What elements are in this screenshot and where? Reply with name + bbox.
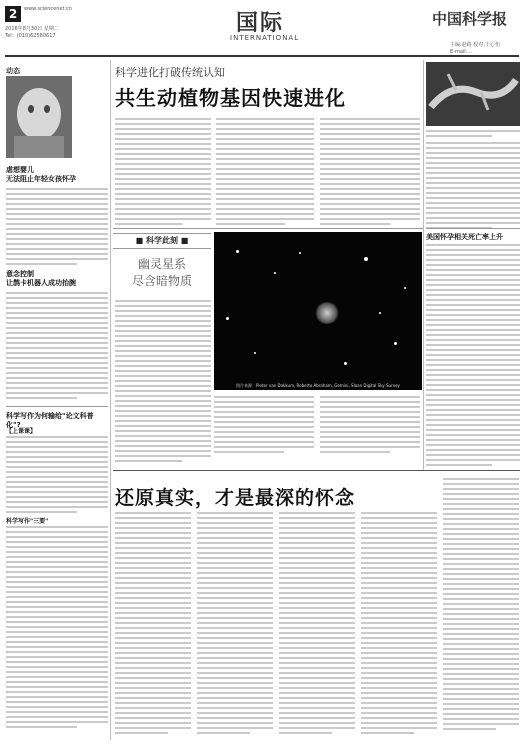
- bottom-story-title: 还原真实，才是最深的怀念: [115, 487, 356, 509]
- feature-line-2: 尽含暗物质: [131, 274, 192, 288]
- story-body: [443, 478, 519, 733]
- editors: 主编:赵路 校对:王心怡: [450, 42, 500, 48]
- story-body: [279, 512, 355, 737]
- divider: [6, 406, 108, 407]
- story-title: 科学写作为何输给"论文科普化"?: [6, 412, 94, 429]
- phone: Tel：(010)62580617: [5, 33, 56, 39]
- story-subhead: 科学写作"三要": [6, 518, 49, 525]
- left-column-label: 动态: [6, 67, 20, 75]
- column-rule: [110, 60, 111, 740]
- divider: [113, 470, 520, 471]
- photo-caption: [426, 130, 520, 140]
- right-story-title: 美国怀孕相关死亡率上升: [426, 233, 503, 241]
- lizard-photo: [426, 62, 520, 126]
- story-kicker: 【上课课】: [6, 428, 37, 435]
- header-rule: [5, 55, 519, 57]
- story-body: [197, 512, 273, 737]
- story-body: [6, 188, 108, 268]
- divider: [426, 228, 520, 229]
- column-rule: [423, 60, 424, 470]
- story-title: 虐想婴儿 无法阻止年轻女孩怀孕: [6, 166, 76, 183]
- email: E-mail:...: [450, 49, 473, 55]
- story-body: [320, 118, 420, 228]
- divider: [113, 228, 423, 229]
- section-subtitle: INTERNATIONAL: [230, 34, 300, 42]
- feature-body: [214, 396, 314, 456]
- story-body: [115, 118, 211, 228]
- feature-line-1: 幽灵星系: [137, 257, 186, 271]
- story-body: [216, 118, 314, 228]
- story-body: [6, 526, 108, 731]
- story-body: [115, 512, 191, 737]
- galaxy-photo: [214, 232, 422, 390]
- photo-credit: 图片来源：Pieter van Dokkum, Roberto Abraham, Gemini, Sloan Digital Sky Survey: [236, 383, 400, 388]
- page-number: 2: [5, 6, 21, 22]
- masthead: 中国科学报: [432, 10, 508, 28]
- story-body: [6, 292, 108, 402]
- feature-body: [320, 396, 420, 456]
- story-body: [6, 436, 108, 516]
- baby-doll-photo: [6, 76, 72, 158]
- website: www.sciencenet.cn: [24, 6, 72, 12]
- story-body: [361, 512, 437, 737]
- story-body: [426, 142, 520, 232]
- feature-body: [115, 300, 211, 465]
- feature-box-title: ■ 科学此刻 ■: [113, 233, 211, 249]
- story-title: 意念控制 让鹊卡机器人成功抬腕: [6, 270, 76, 287]
- main-story-kicker: 科学进化打破传统认知: [115, 66, 225, 79]
- main-story-title: 共生动植物基因快速进化: [115, 86, 346, 110]
- section-title: 国际: [236, 10, 285, 36]
- story-body: [426, 244, 520, 469]
- date-line: 2016年8月30日 星期二: [5, 26, 59, 32]
